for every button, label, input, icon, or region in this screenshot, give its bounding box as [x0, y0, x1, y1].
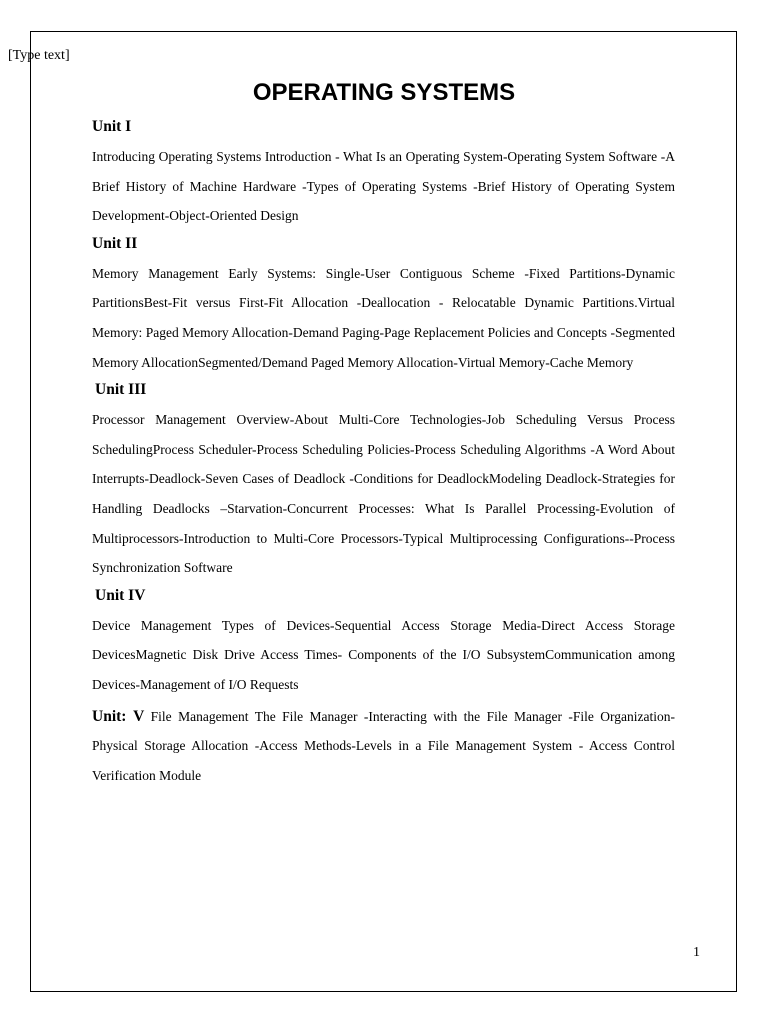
unit-5-heading: Unit: V [92, 707, 145, 725]
document-title: OPERATING SYSTEMS [252, 79, 516, 106]
unit-1-heading: Unit I [92, 118, 132, 135]
unit-3-body: Processor Management Overview-About Multi-Core Technologies-Job Scheduling Versus Process SchedulingProcess Scheduler-Process Scheduling Policies-Process Scheduling Algorithms -A Word About Interrupts-Deadlock-Seven Cases of Deadlock -Conditions for DeadlockModeling Deadlock-Strategies for Handling Deadlocks –Starvation-Concurrent Processes: What Is Parallel Processing-Evolution of Multiprocessors-Introduction to Multi-Core Processors-Typical Multiprocessing Configurations--Process Synchronization Software [92, 412, 675, 576]
unit-3-heading: Unit III [95, 381, 147, 399]
unit-4-heading: Unit IV [95, 586, 146, 604]
unit-4-body: Device Management Types of Devices-Sequential Access Storage Media-Direct Access Storage DevicesMagnetic Disk Drive Access Times- Components of the I/O SubsystemCommunication among Devices-Management of I/O Requests [92, 617, 675, 692]
unit-2-heading: Unit II [92, 234, 138, 252]
header-placeholder-text: [Type text] [8, 48, 70, 63]
page-number: 1 [693, 945, 700, 960]
unit-5-paragraph [92, 702, 675, 791]
document-content [92, 116, 675, 792]
unit-1-body: Introducing Operating Systems Introduction - What Is an Operating System-Operating System Software -A Brief History of Machine Hardware -Types of Operating Systems -Brief History of Operating System Development-Object-Oriented Design [92, 149, 675, 224]
unit-5-body: File Management The File Manager -Interacting with the File Manager -File Organization-Physical Storage Allocation -Access Methods-Levels in a File Management System - Access Control Verification Module [92, 708, 675, 783]
unit-2-body: Memory Management Early Systems: Single-User Contiguous Scheme -Fixed Partitions-Dynamic PartitionsBest-Fit versus First-Fit Allocation -Deallocation - Relocatable Dynamic Partitions.Virtual Memory: Paged Memory Allocation-Demand Paging-Page Replacement Policies and Concepts -Segmented Memory AllocationSegmented/Demand Paged Memory Allocation-Virtual Memory-Cache Memory [92, 265, 675, 370]
